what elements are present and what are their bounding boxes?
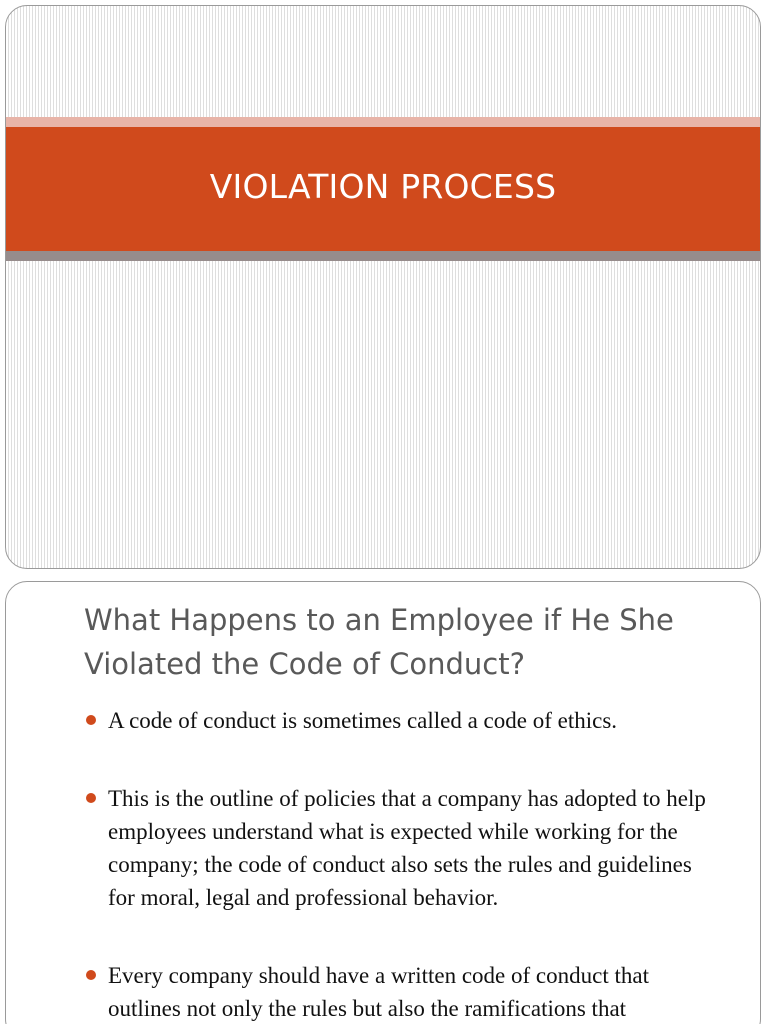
list-item [84,782,724,914]
accent-band-top [6,117,760,127]
slide-heading: What Happens to an Employee if He She Violated the Code of Conduct? [84,603,674,681]
bullet-text: Every company should have a written code of conduct that outlines not only the rules but also the ramifications that [108,963,649,1021]
bullet-text: This is the outline of policies that a company has adopted to help employees understand what is expected while working for the company; the code of conduct also sets the rules and guidelines for moral, legal and professional behavior. [108,786,706,910]
content-slide [5,581,761,1024]
bullet-text: A code of conduct is sometimes called a code of ethics. [108,708,618,733]
title-slide [5,5,761,569]
list-item [84,704,724,737]
bullet-icon [86,793,96,803]
bullet-icon [86,970,96,980]
bullet-icon [86,715,96,725]
accent-band-bottom [6,251,760,261]
slide-title: VIOLATION PROCESS [209,166,557,206]
bullet-list [84,704,724,1024]
title-band [6,127,760,251]
list-item [84,959,724,1024]
